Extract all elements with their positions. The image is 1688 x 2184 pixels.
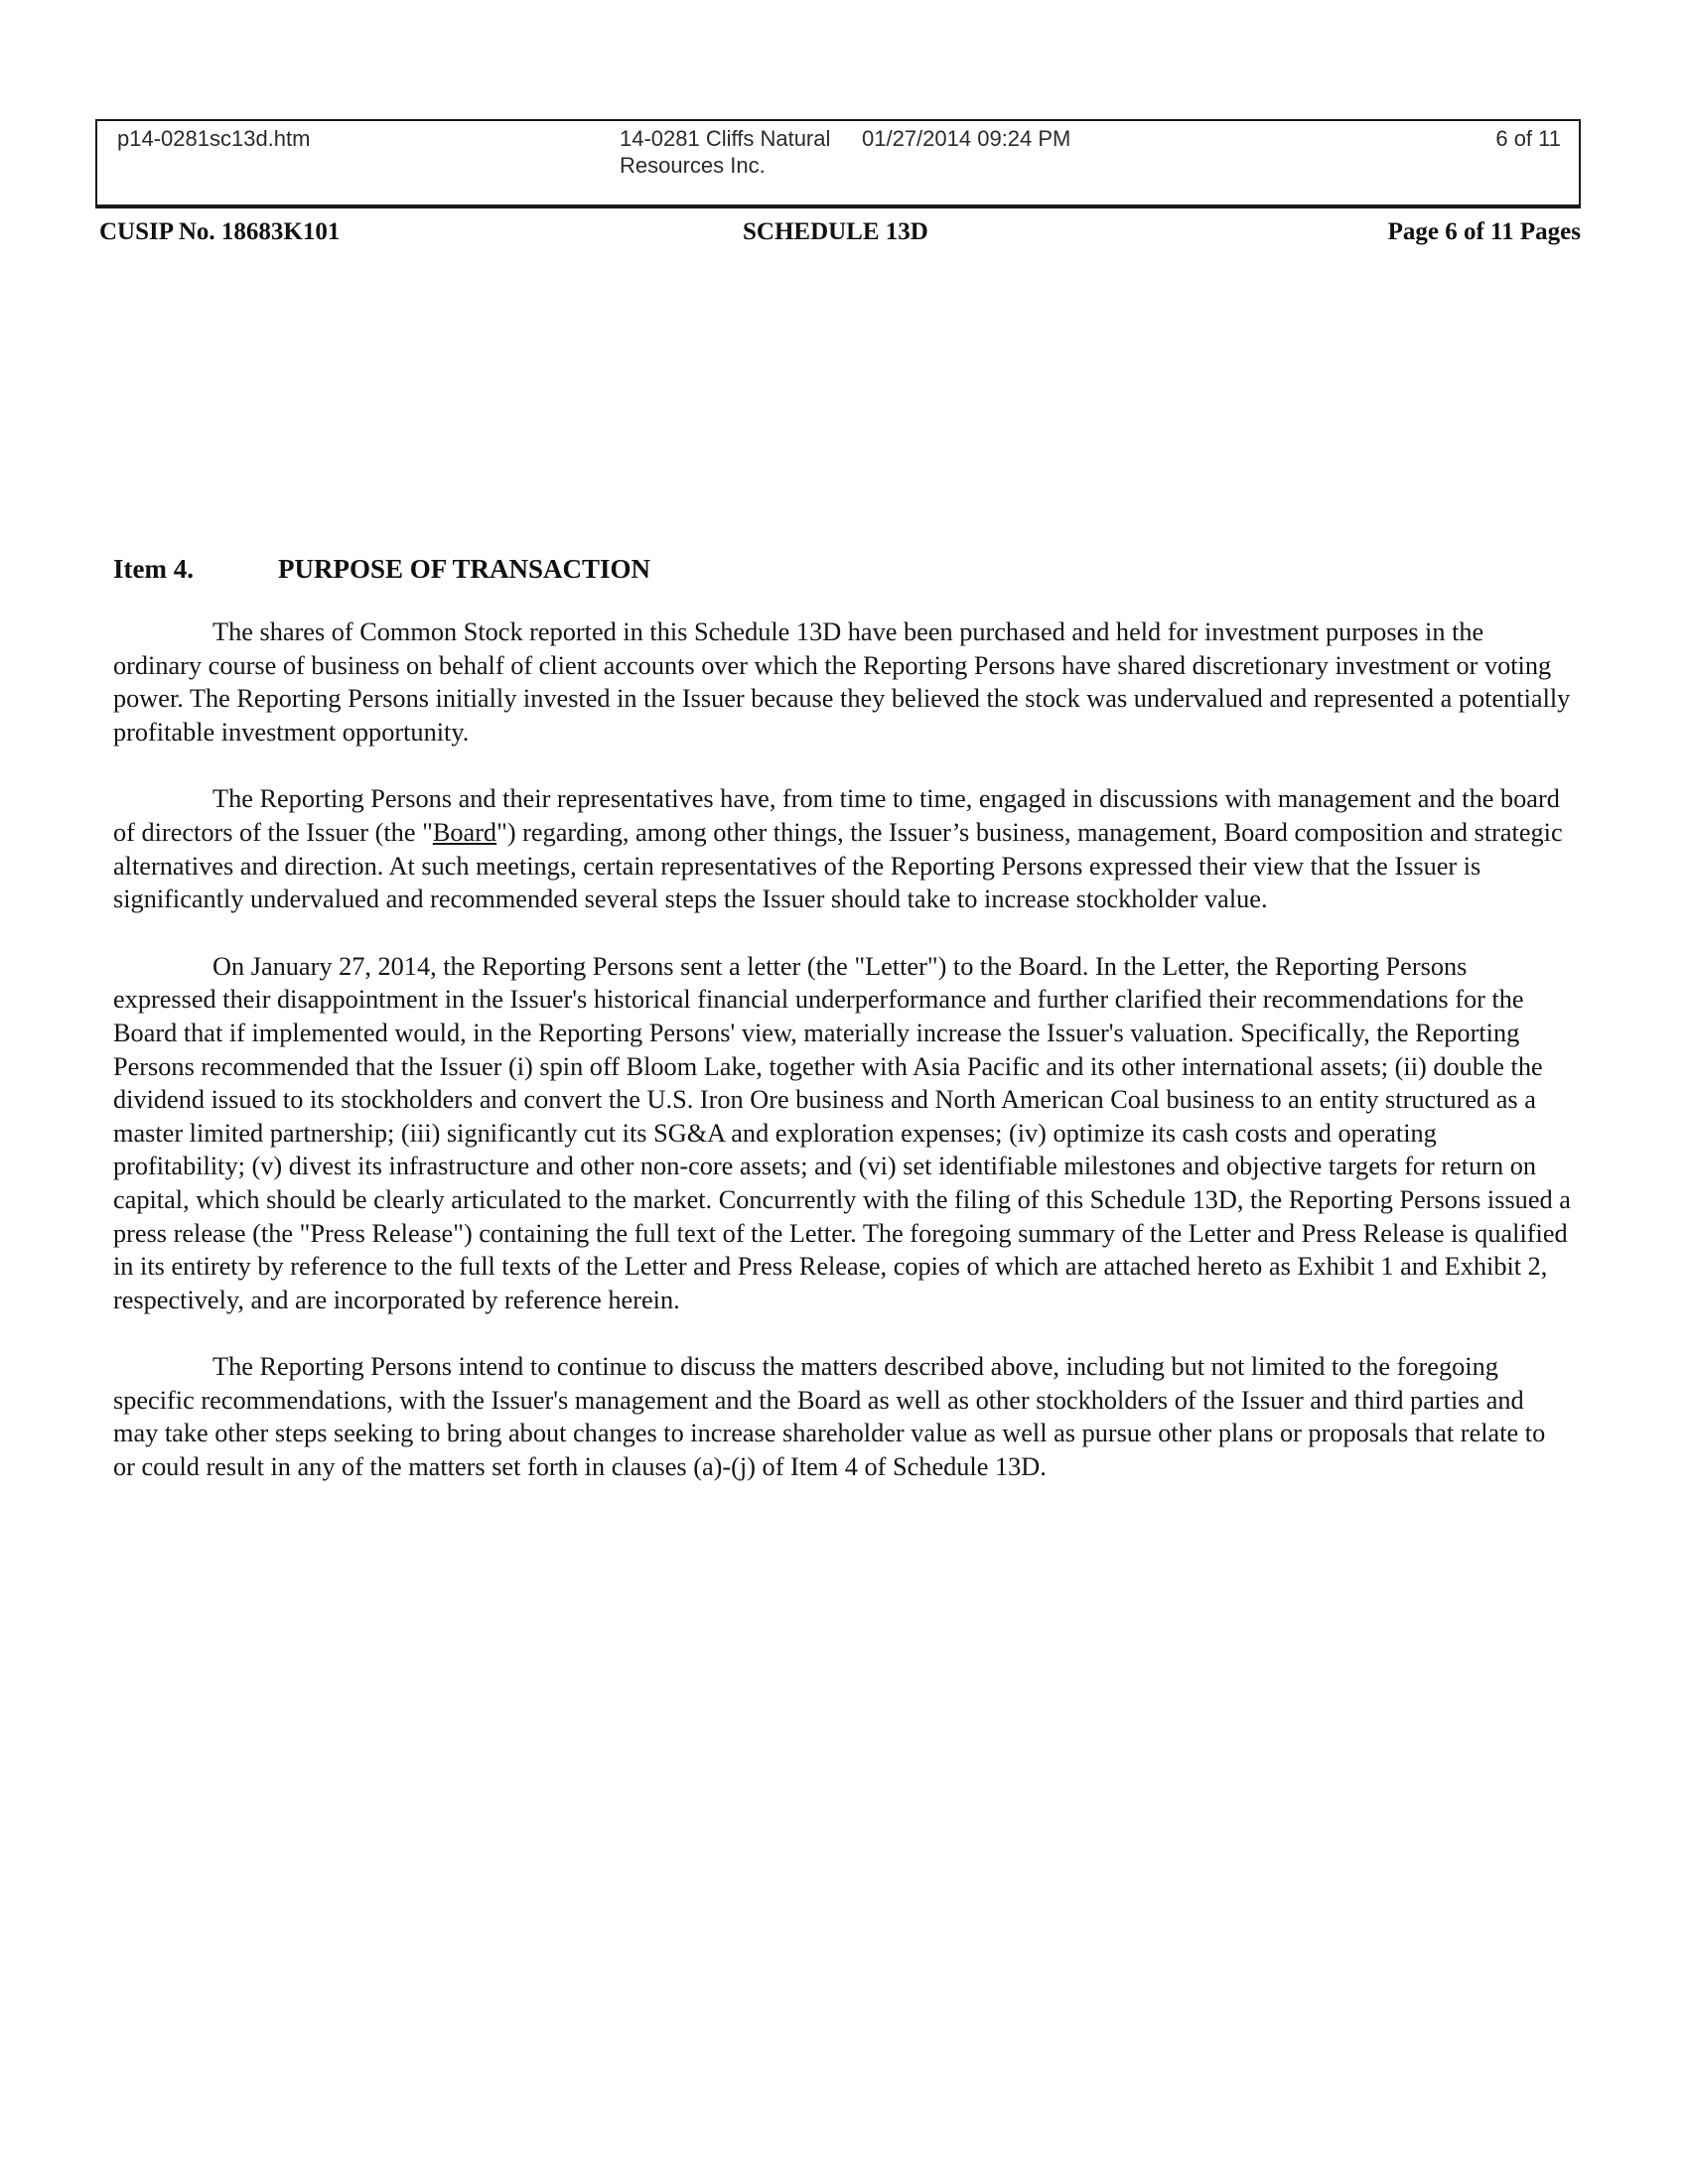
paragraph-investment-purpose: The shares of Common Stock reported in this Schedule 13D have been purchased and held for investment purposes in the ordinary course of business on behalf of client accounts over which the Reporting Persons have shared discretionary investment or voting power. The Reporting Persons initially invested in the Issuer because they believed the stock was undervalued and represented a potentially profitable investment opportunity.	[113, 617, 1571, 747]
filing-timestamp: 01/27/2014 09:24 PM	[862, 126, 1071, 151]
item-title: PURPOSE OF TRANSACTION	[278, 554, 651, 584]
paragraph-board-text-before: The Reporting Persons and their representatives have, from time to time, engaged in discussions with management and the board of directors of the Issuer (the "	[113, 784, 1560, 847]
filing-header-box	[95, 119, 1581, 208]
paragraph-future-intentions: The Reporting Persons intend to continue to discuss the matters described above, including but not limited to the foregoing specific recommendations, with the Issuer's management and the Board as well as other stockholders of the Issuer and third parties and may take other steps seeking to bring about changes to increase shareholder value as well as pursue other plans or proposals that relate to or could result in any of the matters set forth in clauses (a)-(j) of Item 4 of Schedule 13D.	[113, 1352, 1546, 1482]
document-body	[113, 615, 1573, 1518]
cusip-bar	[99, 216, 1581, 250]
defined-term-board: Board	[432, 817, 497, 847]
item-number: Item 4.	[113, 554, 194, 584]
filing-page-count: 6 of 11	[1495, 126, 1561, 151]
paragraph-letter-recommendations: On January 27, 2014, the Reporting Persons sent a letter (the "Letter") to the Board. In the Letter, the Reporting Persons expressed their disappointment in the Issuer's historical financial underperformance and further clarified their recommendations for the Board that if implemented would, in the Reporting Persons' view, materially increase the Issuer's valuation. Specifically, the Reporting Persons recommended that the Issuer (i) spin off Bloom Lake, together with Asia Pacific and its other international assets; (ii) double the dividend issued to its stockholders and convert the U.S. Iron Ore business and North American Coal business to an entity structured as a master limited partnership; (iii) significantly cut its SG&A and exploration expenses; (iv) optimize its cash costs and operating profitability; (v) divest its infrastructure and other non-core assets; and (vi) set identifiable milestones and objective targets for return on capital, which should be clearly articulated to the market. Concurrently with the filing of this Schedule 13D, the Reporting Persons issued a press release (the "Press Release") containing the full text of the Letter. The foregoing summary of the Letter and Press Release is qualified in its entirety by reference to the full texts of the Letter and Press Release, copies of which are attached hereto as Exhibit 1 and Exhibit 2, respectively, and are incorporated by reference herein.	[113, 951, 1571, 1314]
filing-file-name: p14-0281sc13d.htm	[117, 126, 311, 151]
item-heading	[113, 552, 650, 586]
paragraph-board-text-after: ") regarding, among other things, the Issuer’s business, management, Board composition and strategic alternatives and direction. At such meetings, certain representatives of the Reporting Persons expressed their view that the Issuer is significantly undervalued and recommended several steps the Issuer should take to increase stockholder value.	[113, 817, 1563, 914]
page-indicator: Page 6 of 11 Pages	[1387, 218, 1581, 245]
filing-description: 14-0281 Cliffs Natural Resources Inc.	[620, 126, 831, 178]
paragraph-board-discussions	[113, 782, 1573, 915]
schedule-title: SCHEDULE 13D	[743, 218, 928, 245]
cusip-number: CUSIP No. 18683K101	[99, 218, 341, 245]
